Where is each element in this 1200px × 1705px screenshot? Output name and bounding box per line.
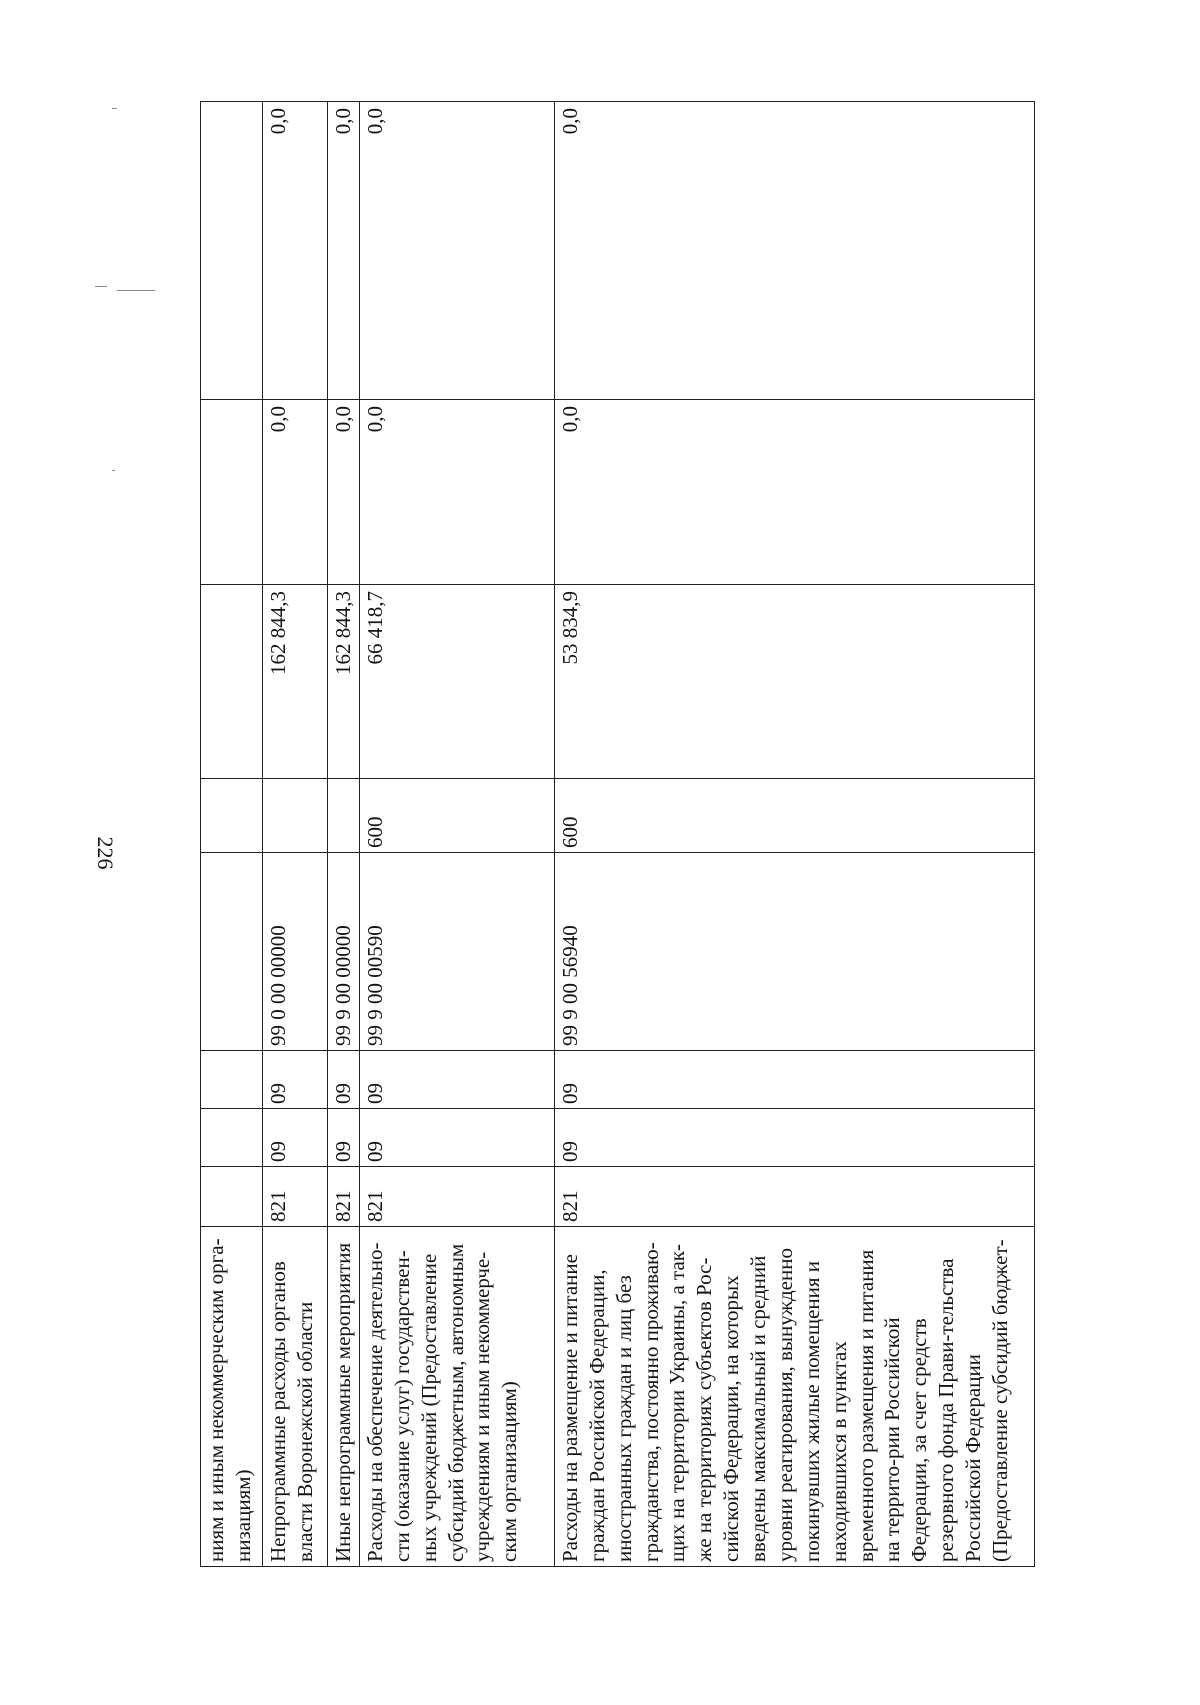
cell-csr: 99 9 00 00590	[359, 853, 554, 1051]
cell-vr: 600	[359, 779, 554, 853]
cell-sum3: 0,0	[263, 102, 328, 400]
budget-table	[200, 101, 1035, 1567]
cell-sum3	[201, 102, 263, 400]
budget-table-rotated	[200, 102, 1035, 1567]
cell-pr: 09	[359, 1051, 554, 1109]
cell-sum3: 0,0	[554, 102, 1034, 400]
cell-sum1: 162 844,3	[328, 585, 360, 779]
cell-pr	[201, 1051, 263, 1109]
cell-vr	[328, 779, 360, 853]
cell-name: Расходы на обеспечение деятельно-сти (оказание услуг) государствен-ных учреждений (Предоставление субсидий бюджетным, автономным учреждениям и иным некоммерче-ским организациям)	[359, 1227, 554, 1567]
scan-mark	[95, 286, 107, 287]
table-row	[201, 102, 263, 1567]
cell-pr: 09	[328, 1051, 360, 1109]
cell-sum1: 66 418,7	[359, 585, 554, 779]
cell-rz: 09	[554, 1109, 1034, 1167]
cell-sum1: 162 844,3	[263, 585, 328, 779]
table-row	[263, 102, 328, 1567]
cell-ved: 821	[359, 1167, 554, 1227]
cell-sum2: 0,0	[359, 400, 554, 585]
cell-sum2: 0,0	[328, 400, 360, 585]
cell-csr: 99 9 00 56940	[554, 853, 1034, 1051]
cell-name: ниям и иным некоммерческим орга-низациям)	[201, 1227, 263, 1567]
cell-ved: 821	[554, 1167, 1034, 1227]
cell-sum2	[201, 400, 263, 585]
cell-ved: 821	[328, 1167, 360, 1227]
cell-vr: 600	[554, 779, 1034, 853]
cell-rz: 09	[359, 1109, 554, 1167]
cell-csr: 99 0 00 00000	[263, 853, 328, 1051]
cell-rz: 09	[263, 1109, 328, 1167]
scan-mark	[112, 108, 117, 109]
cell-sum1	[201, 585, 263, 779]
cell-sum1: 53 834,9	[554, 585, 1034, 779]
table-row	[328, 102, 360, 1567]
cell-name: Иные непрограммные мероприятия	[328, 1227, 360, 1567]
page-number: 226	[93, 836, 118, 870]
cell-ved	[201, 1167, 263, 1227]
cell-vr	[201, 779, 263, 853]
table-row	[554, 102, 1034, 1567]
cell-ved: 821	[263, 1167, 328, 1227]
cell-csr: 99 9 00 00000	[328, 853, 360, 1051]
cell-sum3: 0,0	[359, 102, 554, 400]
cell-pr: 09	[263, 1051, 328, 1109]
cell-name: Непрограммные расходы органов власти Воронежской области	[263, 1227, 328, 1567]
cell-vr	[263, 779, 328, 853]
cell-name: Расходы на размещение и питание граждан Российской Федерации, иностранных граждан и лиц без гражданства, постоянно проживаю-щих на территории Украины, а так-же на территориях субъектов Рос-сийской Федерации, на которых введены максимальный и средний уровни реагирования, вынужденно покинувших жилые помещения и находившихся в пунктах временного размещения и питания на террито-рии Российской Федерации, за счет средств резервного фонда Прави-тельства Российской Федерации (Предоставление субсидий бюджет-	[554, 1227, 1034, 1567]
cell-csr	[201, 853, 263, 1051]
cell-sum3: 0,0	[328, 102, 360, 400]
scan-mark	[117, 290, 155, 291]
cell-rz	[201, 1109, 263, 1167]
cell-sum2: 0,0	[263, 400, 328, 585]
cell-pr: 09	[554, 1051, 1034, 1109]
scan-mark	[112, 470, 115, 471]
cell-rz: 09	[328, 1109, 360, 1167]
cell-sum2: 0,0	[554, 400, 1034, 585]
table-row	[359, 102, 554, 1567]
